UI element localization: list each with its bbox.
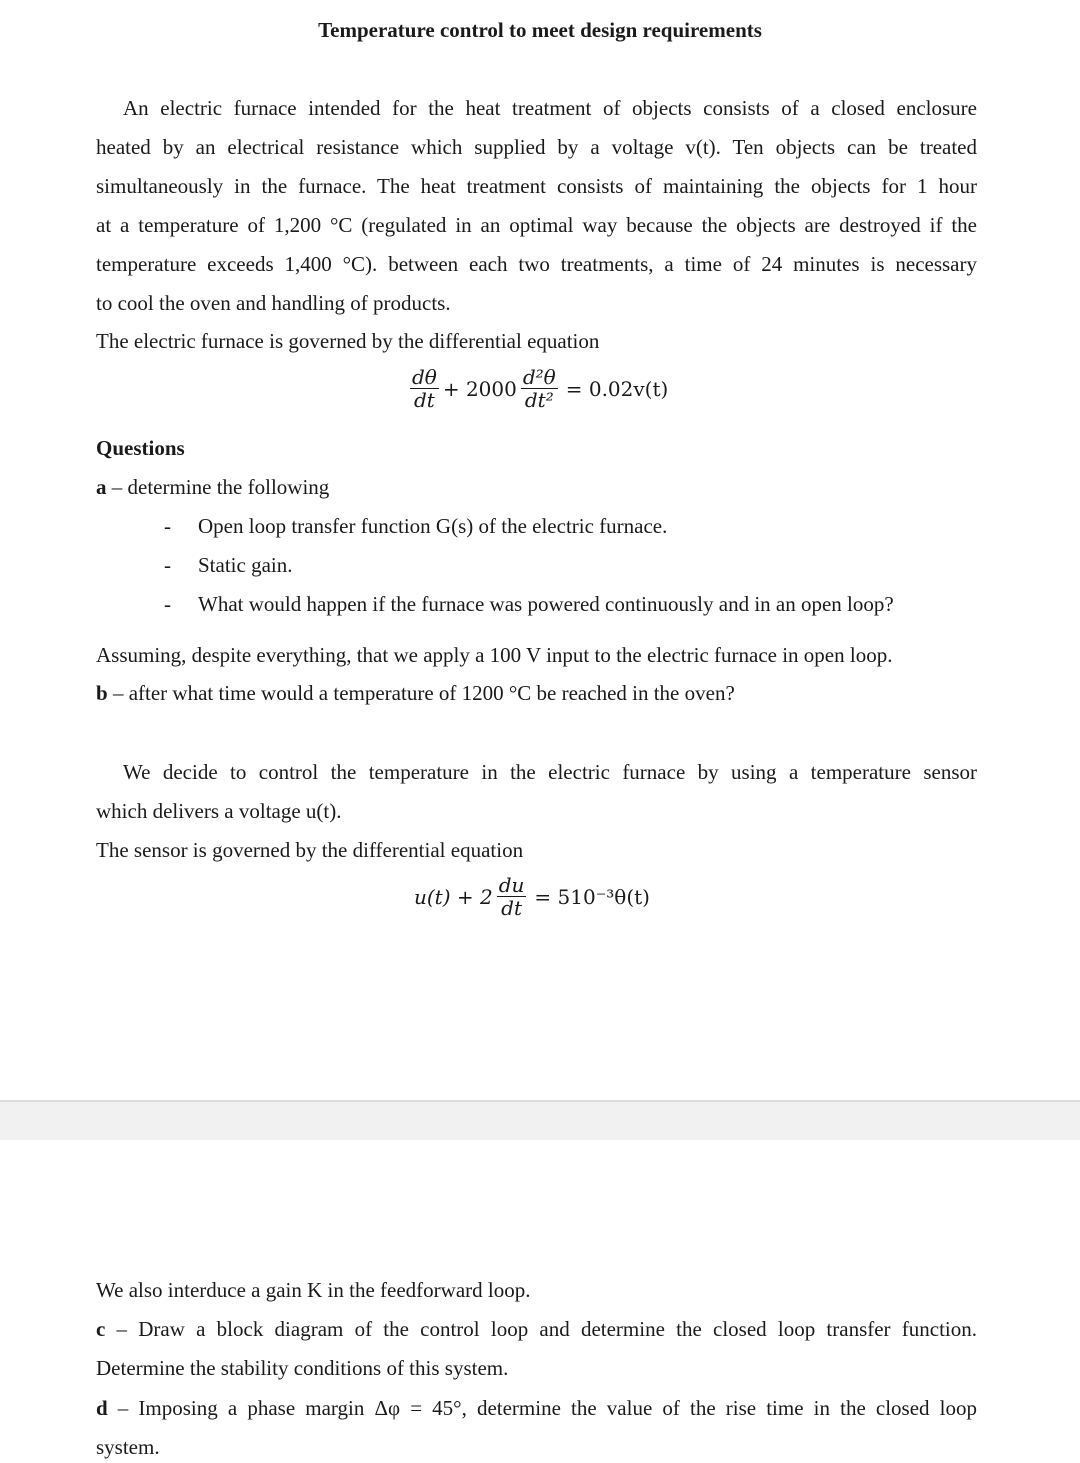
gain-text: We also interduce a gain K in the feedforward loop. — [96, 1278, 531, 1302]
intro-line-6: to cool the oven and handling of products. — [96, 291, 451, 315]
bullet-item-3: What would happen if the furnace was powered continuously and in an open loop? — [198, 592, 894, 616]
du-dt-fraction — [497, 874, 527, 919]
question-d-label: d — [96, 1396, 108, 1420]
furnace-governed-text: The electric furnace is governed by the differential equation — [96, 329, 600, 353]
bullet-marker: - — [164, 553, 171, 577]
sensor-equation — [414, 874, 654, 919]
intro-line-4: at a temperature of 1,200 °C (regulated in an optimal way because the objects are destroyed if the — [96, 213, 977, 237]
bullet-marker: - — [164, 592, 171, 616]
equation-coefficient: + 2000 — [442, 376, 517, 401]
assuming-text: Assuming, despite everything, that we apply a 100 V input to the electric furnace in open loop. — [96, 643, 893, 667]
d2theta-dt2-fraction — [521, 366, 558, 411]
equation-rhs: = 510⁻³θ(t) — [534, 884, 650, 909]
fraction-numerator: d²θ — [522, 365, 556, 389]
question-d-line-1 — [96, 1396, 977, 1420]
fraction-denominator: dt — [501, 896, 522, 920]
page-break-gap — [0, 1100, 1080, 1143]
question-c-line-1 — [96, 1317, 977, 1341]
equation-rhs: = 0.02v(t) — [565, 376, 669, 401]
dtheta-dt-fraction — [410, 366, 439, 411]
bullet-item-2: Static gain. — [198, 553, 293, 577]
questions-heading: Questions — [96, 436, 185, 460]
bullet-marker: - — [164, 514, 171, 538]
fraction-denominator: dt — [414, 388, 435, 412]
sensor-line-2: which delivers a voltage u(t). — [96, 799, 342, 823]
question-d-text: – Imposing a phase margin Δφ = 45°, determine the value of the rise time in the closed loop — [107, 1396, 977, 1420]
intro-line-2: heated by an electrical resistance which supplied by a voltage v(t). Ten objects can be treated — [96, 135, 977, 159]
equation-lhs: u(t) + 2 — [414, 884, 493, 909]
question-a-text: – determine the following — [106, 475, 330, 499]
question-a-label: a — [96, 475, 107, 499]
question-d-line-2: system. — [96, 1435, 160, 1459]
intro-line-5: temperature exceeds 1,400 °C). between each two treatments, a time of 24 minutes is necessary — [96, 252, 977, 276]
document-title: Temperature control to meet design requirements — [318, 18, 762, 42]
intro-line-1: An electric furnace intended for the heat treatment of objects consists of a closed enclosure — [123, 96, 977, 120]
bullet-item-1: Open loop transfer function G(s) of the electric furnace. — [198, 514, 668, 538]
question-b — [96, 681, 977, 705]
question-c-line-2: Determine the stability conditions of this system. — [96, 1356, 509, 1380]
question-b-label: b — [96, 681, 108, 705]
sensor-governed-text: The sensor is governed by the differential equation — [96, 838, 524, 862]
question-a — [96, 475, 977, 499]
document-page-2 — [0, 1140, 1080, 1463]
fraction-numerator: du — [498, 873, 525, 897]
question-b-text: – after what time would a temperature of 1200 °C be reached in the oven? — [107, 681, 735, 705]
fraction-numerator: dθ — [412, 365, 437, 389]
sensor-line-1: We decide to control the temperature in the electric furnace by using a temperature sensor — [123, 760, 977, 784]
question-c-label: c — [96, 1317, 106, 1341]
fraction-denominator: dt² — [524, 388, 554, 412]
furnace-equation — [406, 366, 672, 411]
intro-line-3: simultaneously in the furnace. The heat treatment consists of maintaining the objects for 1 hour — [96, 174, 977, 198]
question-c-text: – Draw a block diagram of the control loop and determine the closed loop transfer function. — [105, 1317, 977, 1341]
